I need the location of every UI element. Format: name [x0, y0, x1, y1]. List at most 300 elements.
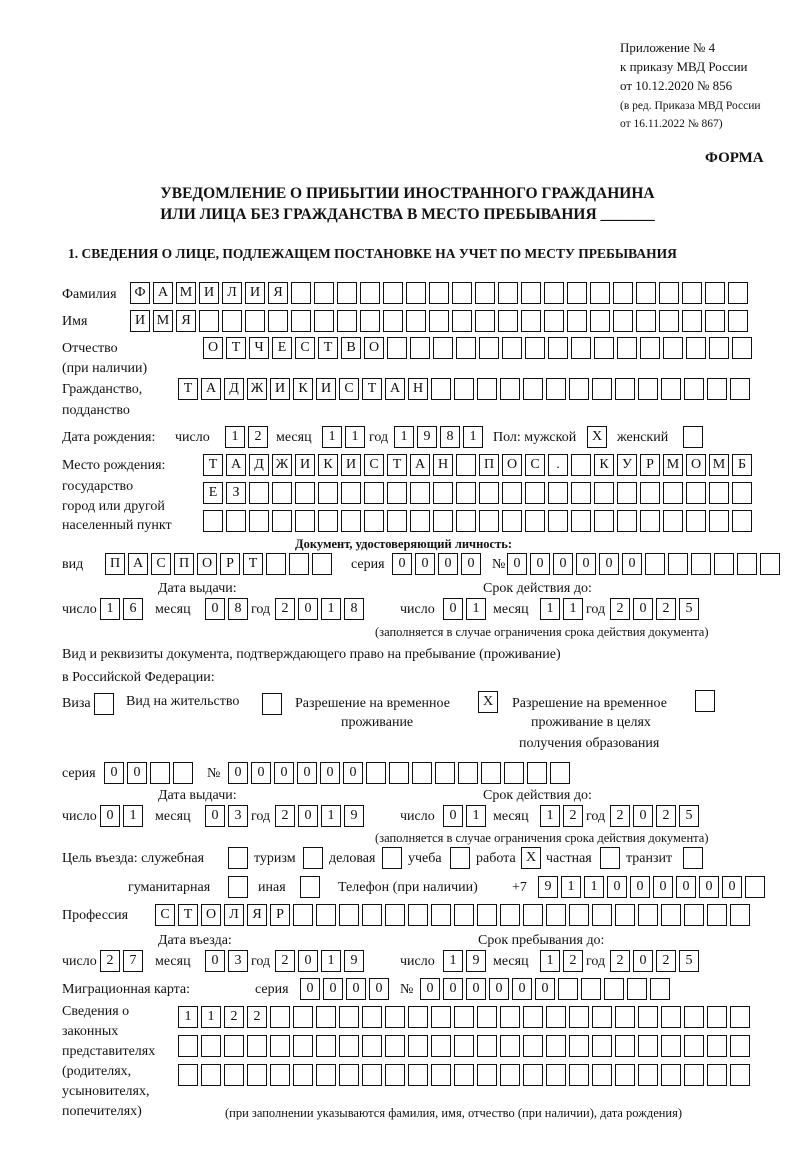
char-cell[interactable] — [502, 337, 522, 359]
char-cell[interactable]: 2 — [100, 950, 120, 972]
char-cell[interactable]: С — [364, 454, 384, 476]
char-cell[interactable] — [435, 762, 455, 784]
char-cell[interactable]: 0 — [599, 553, 619, 575]
char-cell[interactable] — [615, 904, 635, 926]
char-cell[interactable]: Е — [272, 337, 292, 359]
char-cell[interactable] — [604, 978, 624, 1000]
char-cell[interactable] — [617, 337, 637, 359]
char-cell[interactable]: С — [295, 337, 315, 359]
char-cell[interactable]: 2 — [656, 598, 676, 620]
char-cell[interactable] — [272, 482, 292, 504]
char-cell[interactable] — [270, 1035, 290, 1057]
char-cell[interactable] — [341, 482, 361, 504]
char-cell[interactable] — [569, 378, 589, 400]
char-cell[interactable] — [475, 310, 495, 332]
char-cell[interactable]: 0 — [633, 598, 653, 620]
char-cell[interactable]: 2 — [275, 805, 295, 827]
char-cell[interactable]: С — [339, 378, 359, 400]
char-cell[interactable] — [431, 1006, 451, 1028]
char-cell[interactable]: А — [153, 282, 173, 304]
char-cell[interactable]: Я — [176, 310, 196, 332]
char-cell[interactable] — [590, 282, 610, 304]
char-cell[interactable]: Т — [203, 454, 223, 476]
char-cell[interactable] — [567, 310, 587, 332]
char-cell[interactable] — [316, 1064, 336, 1086]
char-cell[interactable]: 0 — [205, 598, 225, 620]
char-cell[interactable]: Е — [203, 482, 223, 504]
char-cell[interactable] — [682, 282, 702, 304]
char-cell[interactable]: О — [502, 454, 522, 476]
char-cell[interactable]: 1 — [321, 805, 341, 827]
char-cell[interactable] — [661, 378, 681, 400]
char-cell[interactable] — [270, 1064, 290, 1086]
char-cell[interactable] — [316, 1006, 336, 1028]
char-cell[interactable]: З — [226, 482, 246, 504]
char-cell[interactable]: 1 — [466, 598, 486, 620]
char-cell[interactable] — [548, 482, 568, 504]
char-cell[interactable] — [592, 904, 612, 926]
char-cell[interactable]: О — [686, 454, 706, 476]
char-cell[interactable] — [293, 1035, 313, 1057]
char-cell[interactable] — [546, 1064, 566, 1086]
char-cell[interactable] — [178, 1035, 198, 1057]
char-cell[interactable] — [431, 1035, 451, 1057]
char-cell[interactable] — [663, 510, 683, 532]
char-cell[interactable]: У — [617, 454, 637, 476]
char-cell[interactable]: 2 — [275, 598, 295, 620]
char-cell[interactable]: 0 — [535, 978, 555, 1000]
char-cell[interactable] — [668, 553, 688, 575]
char-cell[interactable] — [454, 378, 474, 400]
char-cell[interactable] — [615, 378, 635, 400]
char-cell[interactable]: 0 — [722, 876, 742, 898]
char-cell[interactable]: Л — [224, 904, 244, 926]
char-cell[interactable] — [477, 1035, 497, 1057]
char-cell[interactable] — [454, 1064, 474, 1086]
char-cell[interactable] — [548, 510, 568, 532]
char-cell[interactable] — [479, 337, 499, 359]
char-cell[interactable]: 0 — [298, 805, 318, 827]
char-cell[interactable] — [477, 1006, 497, 1028]
char-cell[interactable] — [458, 762, 478, 784]
char-cell[interactable]: 0 — [127, 762, 147, 784]
char-cell[interactable]: А — [385, 378, 405, 400]
char-cell[interactable]: 0 — [297, 762, 317, 784]
char-cell[interactable] — [410, 510, 430, 532]
char-cell[interactable]: 1 — [584, 876, 604, 898]
checkbox-cell[interactable] — [382, 847, 402, 869]
char-cell[interactable]: 1 — [540, 598, 560, 620]
char-cell[interactable] — [650, 978, 670, 1000]
char-cell[interactable] — [594, 337, 614, 359]
char-cell[interactable]: Т — [362, 378, 382, 400]
char-cell[interactable] — [707, 1064, 727, 1086]
char-cell[interactable] — [502, 482, 522, 504]
char-cell[interactable] — [567, 282, 587, 304]
char-cell[interactable]: 9 — [417, 426, 437, 448]
char-cell[interactable] — [640, 337, 660, 359]
char-cell[interactable]: 0 — [466, 978, 486, 1000]
char-cell[interactable] — [272, 510, 292, 532]
char-cell[interactable]: 0 — [512, 978, 532, 1000]
char-cell[interactable]: 8 — [228, 598, 248, 620]
char-cell[interactable]: Т — [178, 904, 198, 926]
char-cell[interactable] — [270, 1006, 290, 1028]
char-cell[interactable] — [686, 337, 706, 359]
char-cell[interactable]: 1 — [321, 598, 341, 620]
char-cell[interactable]: 0 — [676, 876, 696, 898]
char-cell[interactable] — [339, 1064, 359, 1086]
char-cell[interactable]: 1 — [463, 426, 483, 448]
char-cell[interactable] — [730, 1035, 750, 1057]
char-cell[interactable]: 0 — [320, 762, 340, 784]
char-cell[interactable]: 0 — [633, 805, 653, 827]
char-cell[interactable] — [645, 553, 665, 575]
char-cell[interactable] — [707, 904, 727, 926]
char-cell[interactable] — [412, 762, 432, 784]
char-cell[interactable] — [594, 510, 614, 532]
char-cell[interactable]: 1 — [345, 426, 365, 448]
char-cell[interactable] — [592, 1006, 612, 1028]
char-cell[interactable]: 9 — [344, 950, 364, 972]
char-cell[interactable]: Ж — [247, 378, 267, 400]
char-cell[interactable]: И — [199, 282, 219, 304]
char-cell[interactable] — [569, 904, 589, 926]
char-cell[interactable] — [613, 282, 633, 304]
char-cell[interactable] — [293, 1006, 313, 1028]
char-cell[interactable]: 0 — [607, 876, 627, 898]
char-cell[interactable] — [479, 510, 499, 532]
char-cell[interactable]: 2 — [610, 950, 630, 972]
char-cell[interactable] — [339, 904, 359, 926]
char-cell[interactable]: П — [174, 553, 194, 575]
checkbox-cell[interactable]: X — [521, 847, 541, 869]
char-cell[interactable] — [504, 762, 524, 784]
char-cell[interactable] — [663, 337, 683, 359]
char-cell[interactable] — [709, 482, 729, 504]
char-cell[interactable] — [523, 1035, 543, 1057]
char-cell[interactable] — [387, 337, 407, 359]
char-cell[interactable]: Р — [270, 904, 290, 926]
char-cell[interactable] — [730, 1064, 750, 1086]
char-cell[interactable]: 0 — [205, 950, 225, 972]
char-cell[interactable] — [431, 1064, 451, 1086]
char-cell[interactable]: А — [128, 553, 148, 575]
char-cell[interactable]: 0 — [443, 598, 463, 620]
char-cell[interactable] — [268, 310, 288, 332]
char-cell[interactable] — [199, 310, 219, 332]
char-cell[interactable]: И — [130, 310, 150, 332]
char-cell[interactable] — [410, 337, 430, 359]
char-cell[interactable] — [615, 1006, 635, 1028]
char-cell[interactable] — [454, 904, 474, 926]
char-cell[interactable]: 1 — [100, 598, 120, 620]
char-cell[interactable]: И — [316, 378, 336, 400]
checkbox-cell[interactable] — [683, 426, 703, 448]
char-cell[interactable] — [500, 378, 520, 400]
char-cell[interactable] — [366, 762, 386, 784]
checkbox-cell[interactable]: X — [587, 426, 607, 448]
char-cell[interactable] — [431, 904, 451, 926]
char-cell[interactable]: И — [295, 454, 315, 476]
char-cell[interactable]: Т — [243, 553, 263, 575]
char-cell[interactable] — [249, 510, 269, 532]
char-cell[interactable] — [594, 482, 614, 504]
char-cell[interactable] — [523, 1064, 543, 1086]
char-cell[interactable] — [638, 1064, 658, 1086]
char-cell[interactable] — [732, 482, 752, 504]
char-cell[interactable] — [249, 482, 269, 504]
char-cell[interactable]: М — [153, 310, 173, 332]
char-cell[interactable] — [295, 510, 315, 532]
char-cell[interactable] — [730, 378, 750, 400]
char-cell[interactable]: 2 — [563, 805, 583, 827]
char-cell[interactable]: С — [155, 904, 175, 926]
char-cell[interactable]: 0 — [653, 876, 673, 898]
checkbox-cell[interactable] — [600, 847, 620, 869]
char-cell[interactable]: И — [245, 282, 265, 304]
char-cell[interactable]: 1 — [540, 950, 560, 972]
char-cell[interactable]: 2 — [610, 805, 630, 827]
char-cell[interactable] — [454, 1006, 474, 1028]
char-cell[interactable] — [714, 553, 734, 575]
char-cell[interactable] — [224, 1035, 244, 1057]
char-cell[interactable] — [544, 282, 564, 304]
char-cell[interactable] — [339, 1006, 359, 1028]
char-cell[interactable]: П — [479, 454, 499, 476]
char-cell[interactable]: 9 — [538, 876, 558, 898]
char-cell[interactable] — [477, 1064, 497, 1086]
char-cell[interactable] — [732, 337, 752, 359]
char-cell[interactable]: 2 — [610, 598, 630, 620]
char-cell[interactable] — [546, 904, 566, 926]
checkbox-cell[interactable] — [303, 847, 323, 869]
char-cell[interactable]: 2 — [563, 950, 583, 972]
char-cell[interactable] — [433, 482, 453, 504]
char-cell[interactable] — [663, 482, 683, 504]
char-cell[interactable] — [745, 876, 765, 898]
char-cell[interactable] — [686, 482, 706, 504]
char-cell[interactable]: . — [548, 454, 568, 476]
char-cell[interactable] — [316, 1035, 336, 1057]
char-cell[interactable]: 1 — [178, 1006, 198, 1028]
char-cell[interactable] — [318, 482, 338, 504]
char-cell[interactable] — [659, 310, 679, 332]
char-cell[interactable] — [339, 1035, 359, 1057]
char-cell[interactable]: К — [293, 378, 313, 400]
checkbox-cell[interactable] — [262, 693, 282, 715]
char-cell[interactable] — [684, 378, 704, 400]
char-cell[interactable]: 0 — [298, 950, 318, 972]
char-cell[interactable] — [500, 1035, 520, 1057]
char-cell[interactable]: Т — [318, 337, 338, 359]
checkbox-cell[interactable] — [683, 847, 703, 869]
char-cell[interactable]: И — [341, 454, 361, 476]
char-cell[interactable] — [732, 510, 752, 532]
char-cell[interactable] — [728, 310, 748, 332]
checkbox-cell[interactable] — [228, 876, 248, 898]
char-cell[interactable]: 9 — [466, 950, 486, 972]
char-cell[interactable]: 5 — [679, 950, 699, 972]
char-cell[interactable] — [523, 1006, 543, 1028]
char-cell[interactable] — [615, 1064, 635, 1086]
char-cell[interactable]: Д — [249, 454, 269, 476]
char-cell[interactable]: 7 — [123, 950, 143, 972]
char-cell[interactable] — [707, 1006, 727, 1028]
char-cell[interactable] — [410, 482, 430, 504]
char-cell[interactable] — [295, 482, 315, 504]
char-cell[interactable] — [433, 337, 453, 359]
char-cell[interactable] — [730, 904, 750, 926]
char-cell[interactable]: 0 — [438, 553, 458, 575]
char-cell[interactable] — [617, 482, 637, 504]
char-cell[interactable] — [314, 310, 334, 332]
char-cell[interactable] — [521, 282, 541, 304]
char-cell[interactable] — [408, 1006, 428, 1028]
char-cell[interactable]: 0 — [369, 978, 389, 1000]
char-cell[interactable] — [592, 378, 612, 400]
char-cell[interactable] — [548, 337, 568, 359]
char-cell[interactable] — [293, 1064, 313, 1086]
char-cell[interactable] — [408, 904, 428, 926]
char-cell[interactable]: Д — [224, 378, 244, 400]
char-cell[interactable] — [661, 1006, 681, 1028]
char-cell[interactable] — [431, 378, 451, 400]
char-cell[interactable]: О — [203, 337, 223, 359]
char-cell[interactable] — [291, 282, 311, 304]
char-cell[interactable]: 1 — [563, 598, 583, 620]
char-cell[interactable]: К — [318, 454, 338, 476]
char-cell[interactable]: 1 — [540, 805, 560, 827]
char-cell[interactable]: 2 — [247, 1006, 267, 1028]
char-cell[interactable] — [569, 1035, 589, 1057]
char-cell[interactable] — [661, 904, 681, 926]
char-cell[interactable] — [737, 553, 757, 575]
checkbox-cell[interactable] — [228, 847, 248, 869]
char-cell[interactable]: 5 — [679, 805, 699, 827]
char-cell[interactable] — [201, 1064, 221, 1086]
char-cell[interactable] — [433, 510, 453, 532]
char-cell[interactable]: 6 — [123, 598, 143, 620]
char-cell[interactable]: К — [594, 454, 614, 476]
char-cell[interactable]: 0 — [630, 876, 650, 898]
char-cell[interactable] — [691, 553, 711, 575]
char-cell[interactable] — [525, 510, 545, 532]
char-cell[interactable] — [456, 337, 476, 359]
char-cell[interactable] — [500, 1064, 520, 1086]
char-cell[interactable] — [222, 310, 242, 332]
char-cell[interactable]: 0 — [553, 553, 573, 575]
char-cell[interactable] — [337, 310, 357, 332]
char-cell[interactable] — [247, 1064, 267, 1086]
char-cell[interactable] — [728, 282, 748, 304]
char-cell[interactable]: М — [176, 282, 196, 304]
char-cell[interactable] — [569, 1064, 589, 1086]
char-cell[interactable] — [546, 1035, 566, 1057]
char-cell[interactable]: 8 — [440, 426, 460, 448]
char-cell[interactable]: 1 — [443, 950, 463, 972]
char-cell[interactable]: 0 — [622, 553, 642, 575]
checkbox-cell[interactable] — [695, 690, 715, 712]
char-cell[interactable]: 0 — [274, 762, 294, 784]
char-cell[interactable] — [293, 904, 313, 926]
char-cell[interactable] — [500, 1006, 520, 1028]
char-cell[interactable]: Л — [222, 282, 242, 304]
char-cell[interactable] — [362, 904, 382, 926]
char-cell[interactable] — [523, 904, 543, 926]
char-cell[interactable] — [477, 904, 497, 926]
char-cell[interactable]: М — [663, 454, 683, 476]
char-cell[interactable] — [314, 282, 334, 304]
char-cell[interactable] — [360, 282, 380, 304]
char-cell[interactable] — [571, 454, 591, 476]
char-cell[interactable] — [613, 310, 633, 332]
char-cell[interactable] — [636, 282, 656, 304]
char-cell[interactable]: Т — [226, 337, 246, 359]
char-cell[interactable] — [364, 482, 384, 504]
char-cell[interactable] — [203, 510, 223, 532]
char-cell[interactable] — [498, 282, 518, 304]
char-cell[interactable] — [383, 282, 403, 304]
char-cell[interactable] — [387, 482, 407, 504]
char-cell[interactable] — [481, 762, 501, 784]
char-cell[interactable] — [245, 310, 265, 332]
checkbox-cell[interactable] — [300, 876, 320, 898]
char-cell[interactable] — [661, 1035, 681, 1057]
char-cell[interactable] — [558, 978, 578, 1000]
char-cell[interactable]: Б — [732, 454, 752, 476]
char-cell[interactable]: 0 — [461, 553, 481, 575]
char-cell[interactable] — [684, 1035, 704, 1057]
char-cell[interactable]: 0 — [420, 978, 440, 1000]
char-cell[interactable] — [502, 510, 522, 532]
char-cell[interactable]: Ф — [130, 282, 150, 304]
char-cell[interactable] — [640, 510, 660, 532]
char-cell[interactable] — [291, 310, 311, 332]
char-cell[interactable] — [705, 282, 725, 304]
char-cell[interactable] — [452, 310, 472, 332]
char-cell[interactable] — [638, 904, 658, 926]
char-cell[interactable] — [362, 1006, 382, 1028]
char-cell[interactable]: 0 — [251, 762, 271, 784]
char-cell[interactable]: 0 — [576, 553, 596, 575]
char-cell[interactable] — [617, 510, 637, 532]
char-cell[interactable] — [226, 510, 246, 532]
char-cell[interactable]: Я — [247, 904, 267, 926]
char-cell[interactable]: А — [226, 454, 246, 476]
char-cell[interactable] — [318, 510, 338, 532]
char-cell[interactable]: 0 — [530, 553, 550, 575]
char-cell[interactable]: Н — [433, 454, 453, 476]
char-cell[interactable] — [429, 282, 449, 304]
char-cell[interactable] — [686, 510, 706, 532]
char-cell[interactable]: 0 — [298, 598, 318, 620]
char-cell[interactable] — [571, 482, 591, 504]
char-cell[interactable] — [571, 337, 591, 359]
char-cell[interactable] — [615, 1035, 635, 1057]
char-cell[interactable] — [544, 310, 564, 332]
char-cell[interactable]: Р — [640, 454, 660, 476]
char-cell[interactable]: 0 — [346, 978, 366, 1000]
checkbox-cell[interactable] — [450, 847, 470, 869]
char-cell[interactable] — [730, 1006, 750, 1028]
char-cell[interactable] — [364, 510, 384, 532]
char-cell[interactable] — [341, 510, 361, 532]
char-cell[interactable]: Р — [220, 553, 240, 575]
char-cell[interactable]: 0 — [633, 950, 653, 972]
char-cell[interactable] — [640, 482, 660, 504]
char-cell[interactable] — [201, 1035, 221, 1057]
